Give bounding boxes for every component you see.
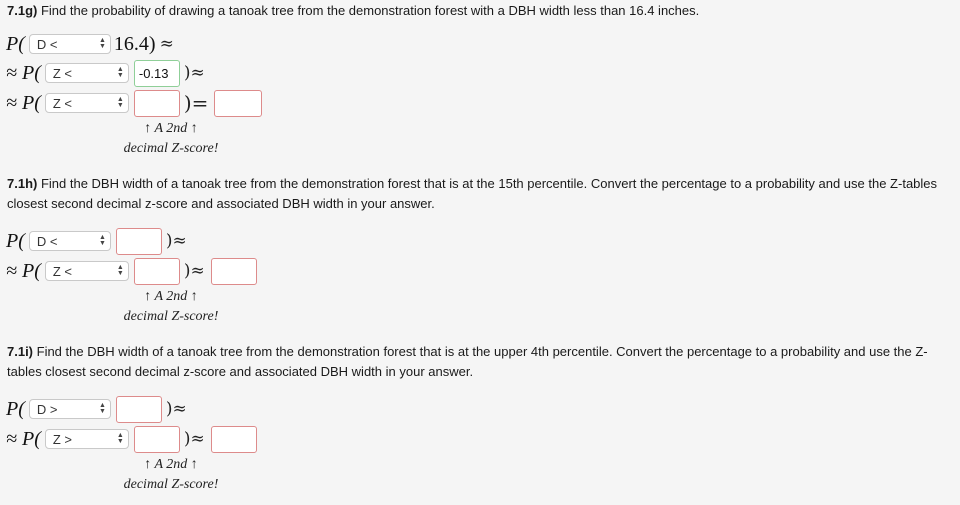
chevron-updown-icon: ▲ ▼ bbox=[98, 234, 106, 247]
q3-dbh-input[interactable] bbox=[116, 396, 162, 423]
approx-sign: )≈ bbox=[165, 231, 187, 251]
question-7-1g bbox=[7, 1, 951, 21]
q2-z-score-input[interactable] bbox=[134, 258, 180, 285]
chevron-updown-icon: ▲ ▼ bbox=[116, 66, 124, 79]
q2-row-1 bbox=[6, 229, 187, 253]
prob-prefix: P( bbox=[6, 229, 25, 252]
q3-inequality-select-1[interactable]: D > ▲ ▼ bbox=[29, 399, 111, 419]
q1-row-3 bbox=[6, 91, 262, 115]
prob-prefix: ≈ P( bbox=[6, 91, 41, 114]
question-label: 7.1i) bbox=[7, 344, 34, 359]
question-text: Find the DBH width of a tanoak tree from the demonstration forest that is at the upper 4th percentile. Convert the percentage to a probability and use the Z-tables closest second decimal z-score and associated DBH width in your answer. bbox=[7, 344, 928, 379]
chevron-updown-icon: ▲ ▼ bbox=[116, 264, 124, 277]
chevron-updown-icon: ▲ ▼ bbox=[98, 37, 106, 50]
equals-sign: )= bbox=[183, 91, 209, 115]
question-text: Find the probability of drawing a tanoak tree from the demonstration forest with a DBH width less than 16.4 inches. bbox=[37, 3, 700, 18]
q1-hint-arrow: ↑ A 2nd ↑ bbox=[144, 121, 198, 136]
approx-sign: ≈ bbox=[159, 34, 174, 54]
prob-prefix: ≈ P( bbox=[6, 427, 41, 450]
q1-row-1 bbox=[6, 32, 174, 56]
chevron-updown-icon: ▲ ▼ bbox=[116, 432, 124, 445]
question-label: 7.1h) bbox=[7, 176, 38, 191]
approx-sign: )≈ bbox=[165, 399, 187, 419]
approx-sign: )≈ bbox=[183, 261, 205, 281]
q2-probability-answer-input[interactable] bbox=[211, 258, 257, 285]
q3-probability-answer-input[interactable] bbox=[211, 426, 257, 453]
q3-hint-arrow: ↑ A 2nd ↑ bbox=[144, 457, 198, 472]
question-7-1i bbox=[7, 342, 951, 382]
q3-hint-text: decimal Z-score! bbox=[123, 477, 219, 492]
q3-z-score-input[interactable] bbox=[134, 426, 180, 453]
q1-hint-text: decimal Z-score! bbox=[123, 141, 219, 156]
question-label: 7.1g) bbox=[7, 3, 38, 18]
prob-prefix: ≈ P( bbox=[6, 259, 41, 282]
approx-sign: )≈ bbox=[183, 429, 205, 449]
chevron-updown-icon: ▲ ▼ bbox=[116, 96, 124, 109]
question-7-1h bbox=[7, 174, 951, 214]
q2-inequality-select-2[interactable]: Z < ▲ ▼ bbox=[45, 261, 129, 281]
q1-inequality-select-1[interactable]: D < ▲ ▼ bbox=[29, 34, 111, 54]
q3-row-2 bbox=[6, 427, 257, 451]
q2-hint-arrow: ↑ A 2nd ↑ bbox=[144, 289, 198, 304]
prob-prefix: P( bbox=[6, 397, 25, 420]
q2-dbh-input[interactable] bbox=[116, 228, 162, 255]
chevron-updown-icon: ▲ ▼ bbox=[98, 402, 106, 415]
approx-sign: )≈ bbox=[183, 63, 205, 83]
prob-prefix: P( bbox=[6, 32, 25, 55]
q2-row-2 bbox=[6, 259, 257, 283]
q3-inequality-select-2[interactable]: Z > ▲ ▼ bbox=[45, 429, 129, 449]
q2-hint-text: decimal Z-score! bbox=[123, 309, 219, 324]
q1-z-score-input-2[interactable] bbox=[134, 90, 180, 117]
q3-row-1 bbox=[6, 397, 187, 421]
q1-probability-answer-input[interactable] bbox=[214, 90, 262, 117]
q1-z-score-input-1[interactable]: -0.13 bbox=[134, 60, 180, 87]
q1-value: 16.4) bbox=[113, 32, 156, 55]
q1-row-2 bbox=[6, 61, 205, 85]
question-text: Find the DBH width of a tanoak tree from the demonstration forest that is at the 15th percentile. Convert the percentage to a probability and use the Z-tables closest second decimal z-score and associated DBH width in your answer. bbox=[7, 176, 938, 211]
q1-inequality-select-2[interactable]: Z < ▲ ▼ bbox=[45, 63, 129, 83]
q1-inequality-select-3[interactable]: Z < ▲ ▼ bbox=[45, 93, 129, 113]
prob-prefix: ≈ P( bbox=[6, 61, 41, 84]
q2-inequality-select-1[interactable]: D < ▲ ▼ bbox=[29, 231, 111, 251]
